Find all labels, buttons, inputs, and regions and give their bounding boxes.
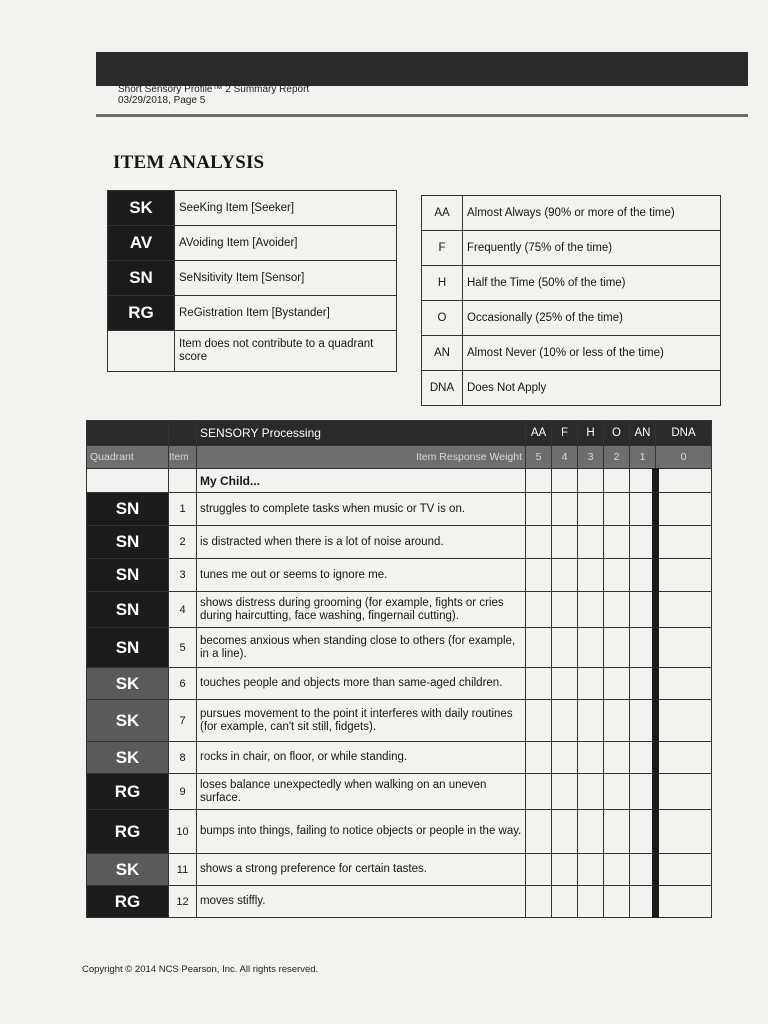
response-cell-an[interactable]	[630, 668, 656, 700]
table-row	[87, 854, 712, 886]
legend-code: SK	[108, 191, 175, 226]
quadrant-cell: SK	[87, 700, 169, 742]
freq-code: H	[422, 266, 463, 301]
freq-row	[422, 301, 721, 336]
item-number: 7	[169, 700, 197, 742]
quadrant-header: Quadrant	[87, 446, 169, 469]
legend-code: SN	[108, 261, 175, 296]
quadrant-legend	[107, 190, 397, 372]
freq-code: O	[422, 301, 463, 336]
freq-description: Occasionally (25% of the time)	[463, 301, 721, 336]
intro-row	[87, 469, 712, 493]
response-cell-an[interactable]	[630, 559, 656, 592]
table-row	[87, 526, 712, 559]
response-cell-h[interactable]	[578, 493, 604, 526]
item-text: touches people and objects more than same-aged children.	[197, 668, 526, 700]
response-cell-f[interactable]	[552, 493, 578, 526]
report-header	[118, 84, 309, 106]
response-cell-dna[interactable]	[656, 886, 712, 918]
response-cell-h[interactable]	[578, 742, 604, 774]
sensory-processing-table	[86, 420, 712, 918]
response-cell-h[interactable]	[578, 854, 604, 886]
response-cell-h[interactable]	[578, 810, 604, 854]
table-row	[87, 700, 712, 742]
response-cell-dna[interactable]	[656, 774, 712, 810]
legend-row-sensor	[108, 261, 397, 296]
freq-code: DNA	[422, 371, 463, 406]
weight-value: 3	[578, 446, 604, 469]
response-cell-f[interactable]	[552, 559, 578, 592]
response-cell-o[interactable]	[604, 886, 630, 918]
response-cell-f[interactable]	[552, 526, 578, 559]
table-row	[87, 668, 712, 700]
response-cell-dna[interactable]	[656, 810, 712, 854]
freq-code: AA	[422, 196, 463, 231]
response-cell-h[interactable]	[578, 668, 604, 700]
item-text: struggles to complete tasks when music or TV is on.	[197, 493, 526, 526]
frequency-legend	[421, 195, 721, 406]
col-header-aa: AA	[526, 421, 552, 446]
table-row	[87, 810, 712, 854]
legend-code	[108, 331, 175, 372]
weight-value: 2	[604, 446, 630, 469]
response-cell-f[interactable]	[552, 886, 578, 918]
response-cell-o[interactable]	[604, 526, 630, 559]
item-header: Item	[169, 446, 197, 469]
item-number: 6	[169, 668, 197, 700]
response-cell-an[interactable]	[630, 742, 656, 774]
quadrant-cell: SK	[87, 668, 169, 700]
header-divider	[96, 114, 748, 117]
quadrant-cell: SN	[87, 628, 169, 668]
col-header-h: H	[578, 421, 604, 446]
freq-code: F	[422, 231, 463, 266]
freq-row	[422, 336, 721, 371]
copyright-notice: Copyright © 2014 NCS Pearson, Inc. All rights reserved.	[82, 964, 319, 975]
quadrant-cell: SN	[87, 559, 169, 592]
legend-row-no-quadrant	[108, 331, 397, 372]
response-cell-f[interactable]	[552, 854, 578, 886]
response-cell-f[interactable]	[552, 668, 578, 700]
intro-label: My Child...	[197, 469, 526, 493]
response-cell-f[interactable]	[552, 592, 578, 628]
item-number: 9	[169, 774, 197, 810]
response-cell-o[interactable]	[604, 628, 630, 668]
response-cell-aa[interactable]	[526, 886, 552, 918]
table-title-row	[87, 421, 712, 446]
legend-row-seeker	[108, 191, 397, 226]
weight-value: 1	[630, 446, 656, 469]
response-cell-o[interactable]	[604, 668, 630, 700]
response-cell-aa[interactable]	[526, 559, 552, 592]
col-header-f: F	[552, 421, 578, 446]
freq-row	[422, 371, 721, 406]
response-cell-dna[interactable]	[656, 668, 712, 700]
table-row	[87, 774, 712, 810]
freq-code: AN	[422, 336, 463, 371]
response-cell-aa[interactable]	[526, 526, 552, 559]
response-cell-o[interactable]	[604, 774, 630, 810]
response-cell-an[interactable]	[630, 493, 656, 526]
response-cell-aa[interactable]	[526, 700, 552, 742]
item-number: 12	[169, 886, 197, 918]
response-cell-h[interactable]	[578, 526, 604, 559]
legend-code: AV	[108, 226, 175, 261]
response-cell-dna[interactable]	[656, 526, 712, 559]
quadrant-cell: SK	[87, 742, 169, 774]
response-cell-f[interactable]	[552, 742, 578, 774]
response-cell-aa[interactable]	[526, 668, 552, 700]
response-cell-f[interactable]	[552, 810, 578, 854]
response-cell-an[interactable]	[630, 628, 656, 668]
response-cell-an[interactable]	[630, 810, 656, 854]
response-cell-an[interactable]	[630, 526, 656, 559]
freq-description: Frequently (75% of the time)	[463, 231, 721, 266]
freq-description: Almost Always (90% or more of the time)	[463, 196, 721, 231]
item-text: shows a strong preference for certain tastes.	[197, 854, 526, 886]
response-cell-an[interactable]	[630, 774, 656, 810]
table-row	[87, 886, 712, 918]
item-number: 8	[169, 742, 197, 774]
response-cell-f[interactable]	[552, 774, 578, 810]
weight-label: Item Response Weight	[197, 446, 526, 469]
legend-row-bystander	[108, 296, 397, 331]
quadrant-cell: RG	[87, 886, 169, 918]
item-text: becomes anxious when standing close to others (for example, in a line).	[197, 628, 526, 668]
quadrant-cell: SK	[87, 854, 169, 886]
freq-row	[422, 231, 721, 266]
item-text: bumps into things, failing to notice objects or people in the way.	[197, 810, 526, 854]
response-cell-an[interactable]	[630, 854, 656, 886]
response-cell-o[interactable]	[604, 700, 630, 742]
table-row	[87, 592, 712, 628]
response-cell-aa[interactable]	[526, 493, 552, 526]
item-number: 5	[169, 628, 197, 668]
response-cell-h[interactable]	[578, 700, 604, 742]
item-text: is distracted when there is a lot of noise around.	[197, 526, 526, 559]
item-text: shows distress during grooming (for example, fights or cries during haircutting, face washing, fingernail cutting).	[197, 592, 526, 628]
response-cell-h[interactable]	[578, 628, 604, 668]
quadrant-cell: RG	[87, 774, 169, 810]
response-cell-an[interactable]	[630, 592, 656, 628]
response-cell-dna[interactable]	[656, 854, 712, 886]
weight-value: 0	[656, 446, 712, 469]
item-number: 3	[169, 559, 197, 592]
header-bar	[96, 52, 748, 86]
quadrant-cell: SN	[87, 592, 169, 628]
response-cell-h[interactable]	[578, 886, 604, 918]
response-cell-dna[interactable]	[656, 592, 712, 628]
freq-description: Half the Time (50% of the time)	[463, 266, 721, 301]
legend-description: Item does not contribute to a quadrant score	[175, 331, 397, 372]
response-cell-aa[interactable]	[526, 774, 552, 810]
response-cell-dna[interactable]	[656, 742, 712, 774]
item-text: loses balance unexpectedly when walking on an uneven surface.	[197, 774, 526, 810]
quadrant-cell: RG	[87, 810, 169, 854]
legend-description: AVoiding Item [Avoider]	[175, 226, 397, 261]
item-text: moves stiffly.	[197, 886, 526, 918]
table-row	[87, 493, 712, 526]
table-row	[87, 742, 712, 774]
response-cell-h[interactable]	[578, 774, 604, 810]
response-cell-an[interactable]	[630, 886, 656, 918]
col-header-o: O	[604, 421, 630, 446]
weight-value: 5	[526, 446, 552, 469]
item-number: 2	[169, 526, 197, 559]
response-cell-o[interactable]	[604, 742, 630, 774]
weight-value: 4	[552, 446, 578, 469]
response-cell-o[interactable]	[604, 559, 630, 592]
item-text: pursues movement to the point it interferes with daily routines (for example, can't sit still, fidgets).	[197, 700, 526, 742]
response-cell-dna[interactable]	[656, 559, 712, 592]
item-number: 4	[169, 592, 197, 628]
response-cell-aa[interactable]	[526, 628, 552, 668]
page-title: ITEM ANALYSIS	[113, 152, 265, 173]
legend-description: ReGistration Item [Bystander]	[175, 296, 397, 331]
response-cell-f[interactable]	[552, 700, 578, 742]
response-cell-an[interactable]	[630, 700, 656, 742]
freq-description: Does Not Apply	[463, 371, 721, 406]
item-number: 11	[169, 854, 197, 886]
response-cell-o[interactable]	[604, 854, 630, 886]
col-header-an: AN	[630, 421, 656, 446]
response-cell-dna[interactable]	[656, 700, 712, 742]
legend-description: SeeKing Item [Seeker]	[175, 191, 397, 226]
response-cell-aa[interactable]	[526, 810, 552, 854]
response-cell-o[interactable]	[604, 592, 630, 628]
legend-code: RG	[108, 296, 175, 331]
response-cell-dna[interactable]	[656, 628, 712, 668]
response-cell-o[interactable]	[604, 493, 630, 526]
response-cell-aa[interactable]	[526, 742, 552, 774]
report-title: Short Sensory Profile™ 2 Summary Report	[118, 84, 310, 95]
response-cell-aa[interactable]	[526, 592, 552, 628]
col-header-dna: DNA	[656, 421, 712, 446]
item-number: 10	[169, 810, 197, 854]
response-cell-o[interactable]	[604, 810, 630, 854]
response-cell-dna[interactable]	[656, 493, 712, 526]
response-cell-f[interactable]	[552, 628, 578, 668]
response-cell-aa[interactable]	[526, 854, 552, 886]
quadrant-cell: SN	[87, 493, 169, 526]
freq-row	[422, 266, 721, 301]
response-cell-h[interactable]	[578, 559, 604, 592]
table-row	[87, 559, 712, 592]
quadrant-cell: SN	[87, 526, 169, 559]
freq-description: Almost Never (10% or less of the time)	[463, 336, 721, 371]
table-row	[87, 628, 712, 668]
item-number: 1	[169, 493, 197, 526]
report-date-page: 03/29/2018, Page 5	[118, 95, 206, 106]
freq-row	[422, 196, 721, 231]
legend-description: SeNsitivity Item [Sensor]	[175, 261, 397, 296]
item-text: tunes me out or seems to ignore me.	[197, 559, 526, 592]
legend-row-avoider	[108, 226, 397, 261]
item-text: rocks in chair, on floor, or while standing.	[197, 742, 526, 774]
response-cell-h[interactable]	[578, 592, 604, 628]
section-title: SENSORY Processing	[197, 421, 526, 446]
weight-row	[87, 446, 712, 469]
